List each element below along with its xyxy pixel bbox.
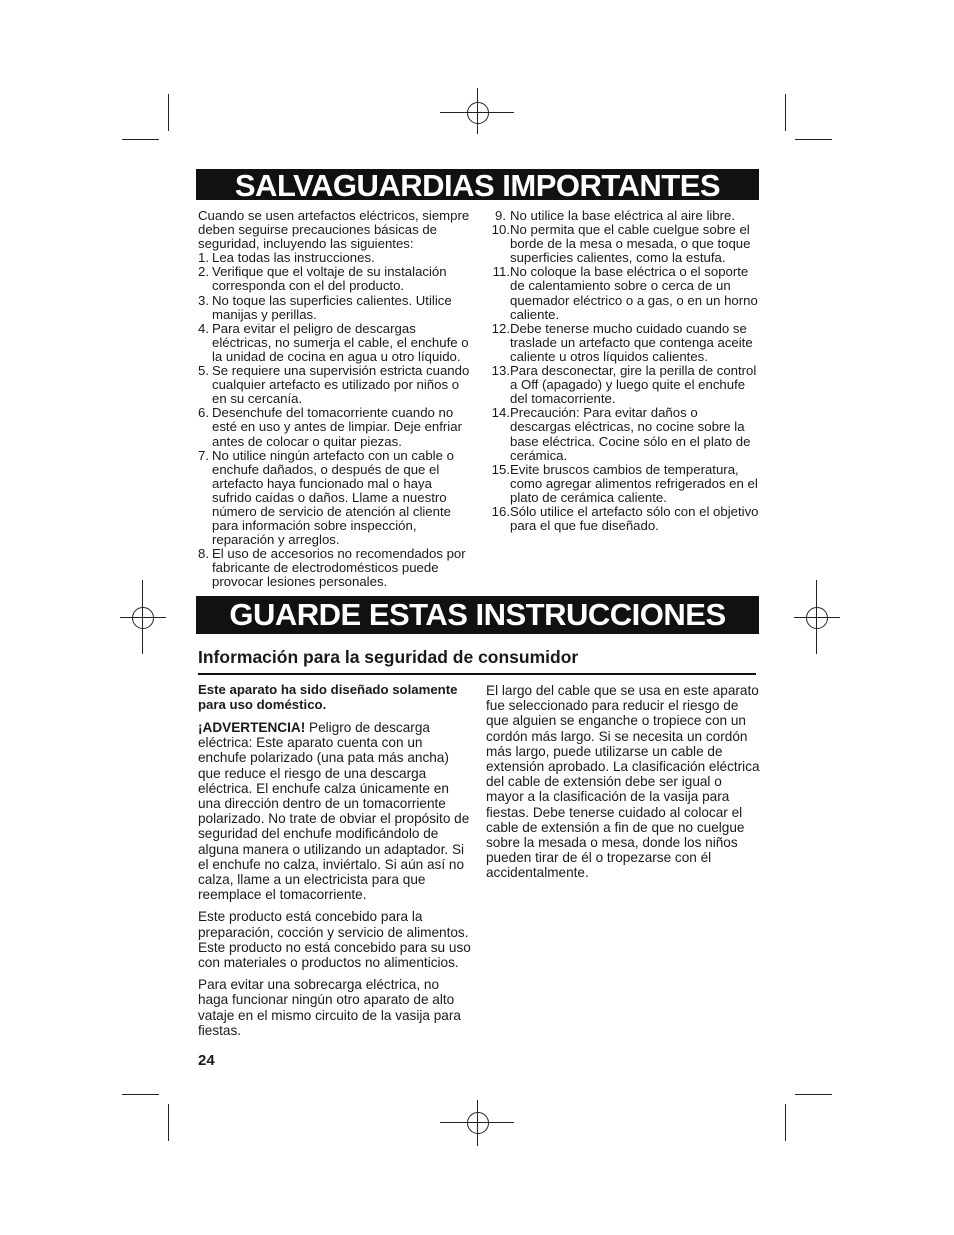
banner-guarde-instrucciones: GUARDE ESTAS INSTRUCCIONES [196, 596, 759, 634]
item-number: 1. [198, 250, 209, 266]
safeguards-list-right [486, 209, 760, 533]
section-heading: Información para la seguridad de consumidor [198, 647, 756, 675]
domestic-note-text: Este aparato ha sido diseñado solamente para uso doméstico. [198, 682, 458, 712]
item-text: No utilice ningún artefacto con un cable o enchufe dañados, o después de que el artefacto haya funcionado mal o haya sufrido caídas o daños. Llame a nuestro número de servicio de atención al cliente para información sobre inspección, reparación y arreglos. [212, 447, 454, 548]
consumer-info-right-column [486, 683, 760, 888]
item-text: Debe tenerse mucho cuidado cuando se traslade un artefacto que contenga aceite caliente u otros líquidos calientes. [510, 320, 753, 364]
item-number: 2. [198, 264, 209, 280]
item-number: 16. [491, 503, 510, 519]
item-text: Desenchufe del tomacorriente cuando no esté en uso y antes de limpiar. Deje enfriar antes de colocar o quitar piezas. [212, 405, 462, 449]
item-text: Para desconectar, gire la perilla de control a Off (apagado) y luego quite el enchufe del tomacorriente. [510, 363, 757, 407]
item-text: Se requiere una supervisión estricta cuando cualquier artefacto es utilizado por niños o en su cercanía. [212, 363, 470, 407]
item-text: No permita que el cable cuelgue sobre el borde de la mesa o mesada, o que toque superficies calientes, como la estufa. [510, 222, 751, 266]
list-item [198, 406, 470, 448]
item-text: Lea todas las instrucciones. [212, 250, 375, 266]
item-number: 6. [198, 405, 209, 421]
domestic-note [198, 683, 472, 712]
item-number: 7. [198, 447, 209, 463]
item-number: 15. [491, 461, 510, 477]
page-number: 24 [198, 1052, 215, 1069]
warning-text: Peligro de descarga eléctrica: Este aparato cuenta con un enchufe polarizado (una pata más ancha) que reduce el riesgo de una descarga eléctrica. El enchufe calza únicamente en una dirección dentro de un tomacorriente polarizado. No trate de obviar el propósito de seguridad del enchufe modificándolo de alguna manera o utilizando un adaptador. Si el enchufe no calza, inviértalo. Si aún así no calza, llame a un electricista para que reemplace el tomacorriente. [198, 720, 470, 903]
item-text: Verifique que el voltaje de su instalación corresponda con el del producto. [212, 264, 447, 294]
safeguards-list-left [198, 251, 470, 589]
list-item [198, 449, 470, 548]
item-number: 3. [198, 292, 209, 308]
item-number: 8. [198, 546, 209, 562]
list-item [198, 265, 470, 293]
item-text: No coloque la base eléctrica o el soporte de calentamiento sobre o cerca de un quemador eléctrico o a gas, o en un horno caliente. [510, 264, 758, 322]
warning-paragraph [198, 720, 472, 902]
warning-label: ¡ADVERTENCIA! [198, 720, 306, 735]
list-item [198, 294, 470, 322]
item-text: No utilice la base eléctrica al aire libre. [510, 208, 736, 223]
item-number: 5. [198, 363, 209, 379]
banner-salvaguardias: SALVAGUARDIAS IMPORTANTES [196, 169, 759, 200]
list-item [485, 223, 760, 265]
item-text: Evite bruscos cambios de temperatura, como agregar alimentos refrigerados en el plato de cerámica caliente. [510, 461, 758, 505]
list-item [485, 463, 760, 505]
item-number: 14. [491, 405, 510, 421]
item-number: 4. [198, 320, 209, 336]
consumer-info-left-column [198, 683, 472, 1045]
list-item [485, 322, 760, 364]
item-text: Sólo utilice el artefacto sólo con el objetivo para el que fue diseñado. [510, 503, 759, 534]
list-item [485, 406, 760, 462]
item-number: 9. [495, 208, 506, 223]
item-number: 10. [491, 222, 510, 238]
item-text: El uso de accesorios no recomendados por fabricante de electrodomésticos puede provocar lesiones personales. [212, 546, 466, 590]
list-item [198, 251, 470, 265]
cord-paragraph: El largo del cable que se usa en este aparato fue seleccionado para reducir el riesgo de que alguien se enganche o tropiece con un cordón más largo. Si se necesita un cordón más largo, puede utilizarse un cable de extensión aprobado. La clasificación eléctrica del cable de extensión debe ser igual o mayor a la clasificación de la vasija para fiestas. Debe tenerse cuidado al colocar el cable de extensión a fin de que no cuelgue sobre la mesada o mesa, donde los niños pueden tirar de él o tropezarse con él accidentalmente. [486, 683, 760, 881]
list-item [485, 505, 760, 533]
list-item [198, 547, 470, 589]
list-item [485, 265, 760, 321]
intro-text: Cuando se usen artefactos eléctricos, siempre deben seguirse precauciones básicas de seguridad, incluyendo las siguientes: [198, 208, 470, 252]
item-text: Precaución: Para evitar daños o descargas eléctricas, no cocine sobre la base eléctrica. Cocine sólo en el plato de cerámica. [510, 405, 751, 463]
overload-paragraph: Para evitar una sobrecarga eléctrica, no haga funcionar ningún otro aparato de alto vataje en el mismo circuito de la vasija para fiestas. [198, 977, 461, 1038]
safeguards-left-column [198, 209, 470, 590]
safeguards-right-column [486, 209, 760, 533]
list-item [198, 322, 470, 364]
item-text: No toque las superficies calientes. Utilice manijas y perillas. [212, 292, 452, 322]
list-item [485, 364, 760, 406]
item-text: Para evitar el peligro de descargas eléctricas, no sumerja el cable, el enchufe o la unidad de cocina en agua u otro líquido. [212, 320, 469, 364]
item-number: 11. [492, 264, 510, 280]
food-use-paragraph: Este producto está concebido para la preparación, cocción y servicio de alimentos. Este producto no está concebido para su uso con materiales o productos no alimenticios. [198, 909, 471, 971]
item-number: 13. [491, 363, 510, 379]
list-item [485, 209, 760, 223]
item-number: 12. [491, 320, 510, 336]
list-item [198, 364, 470, 406]
